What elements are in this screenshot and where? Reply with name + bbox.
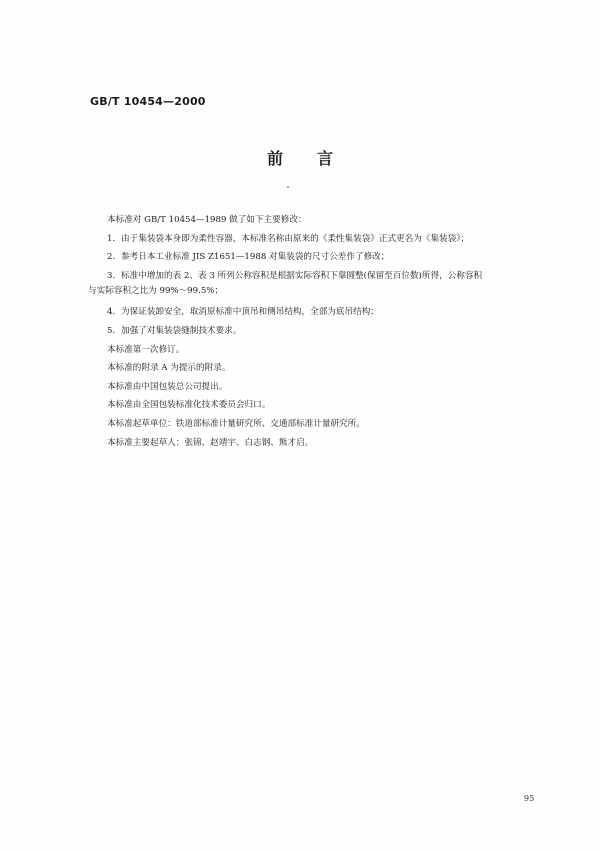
paragraph-proposer: 本标准由中国包装总公司提出。 [107, 381, 228, 392]
paragraph-item-5: 5．加强了对集装袋缝制技术要求。 [107, 325, 242, 336]
paragraph-item-2: 2．参考日本工业标准 JIS Z1651—1988 对集装袋的尺寸公差作了修改； [107, 252, 390, 263]
paragraph-intro: 本标准对 GB/T 10454—1989 做了如下主要修改： [107, 215, 307, 225]
paragraph-drafting-units: 本标准起草单位：铁道部标准计量研究所、交通部标准计量研究所。 [107, 418, 365, 429]
paragraph-appendix-note: 本标准的附录 A 为提示的附录。 [107, 363, 231, 374]
standard-code: GB/T 10454—2000 [90, 95, 206, 108]
paragraph-item-3: 3．标准中增加的表 2、表 3 所列公称容积是根据实际容积下靠圆整(保留至百位数)所得，公称容积 [107, 270, 483, 281]
paragraph-item-3-continued: 与实际容积之比为 99%～99.5%； [88, 286, 224, 297]
page-number: 95 [524, 794, 535, 803]
paragraph-drafters: 本标准主要起草人：张锦、赵靖宇、白志钢、熊才启。 [107, 437, 314, 448]
page-title: 前言 [266, 149, 367, 168]
paragraph-item-4: 4．为保证装卸安全，取消原标准中顶吊和侧吊结构，全部为底吊结构； [107, 307, 379, 318]
decorative-dot [287, 186, 289, 188]
paragraph-committee: 本标准由全国包装标准化技术委员会归口。 [107, 400, 271, 411]
preface-body [88, 211, 517, 452]
paragraph-item-1: 1．由于集装袋本身即为柔性容器，本标准名称由原来的《柔性集装袋》正式更名为《集装袋》； [107, 233, 470, 244]
paragraph-revision-note: 本标准第一次修订。 [107, 344, 185, 355]
